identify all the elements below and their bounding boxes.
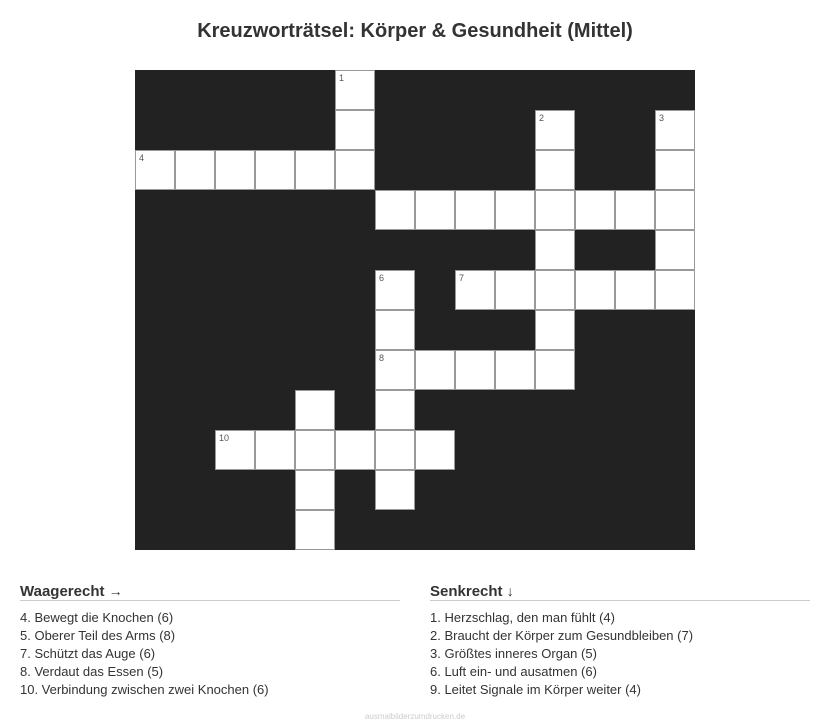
across-clue: 4. Bewegt die Knochen (6) [20, 610, 174, 625]
crossword-cell[interactable] [375, 470, 415, 510]
clue-number: 10 [219, 433, 230, 443]
crossword-cell[interactable] [415, 430, 455, 470]
across-heading-label: Waagerecht [20, 583, 105, 600]
crossword-cell[interactable] [535, 190, 575, 230]
crossword-cell[interactable] [335, 150, 375, 190]
across-clue: 10. Verbindung zwischen zwei Knochen (6) [20, 682, 269, 697]
crossword-cell[interactable] [295, 150, 335, 190]
down-clue-list [430, 609, 810, 699]
across-heading [20, 582, 400, 601]
clue-number: 3 [659, 113, 665, 123]
crossword-cell[interactable] [455, 350, 495, 390]
down-clue: 9. Leitet Signale im Körper weiter (4) [430, 682, 641, 697]
crossword-grid [135, 70, 695, 550]
down-clue: 2. Braucht der Körper zum Gesundbleiben (7) [430, 628, 694, 643]
crossword-cell[interactable] [655, 150, 695, 190]
footer-credit: ausmalbilderzumdrucken.de [364, 712, 466, 721]
crossword-cell[interactable] [135, 150, 175, 190]
across-clue: 5. Oberer Teil des Arms (8) [20, 628, 176, 643]
crossword-cell[interactable] [215, 150, 255, 190]
crossword-cell[interactable] [615, 190, 655, 230]
crossword-cell[interactable] [535, 150, 575, 190]
crossword-cell[interactable] [295, 390, 335, 430]
crossword-cell[interactable] [455, 190, 495, 230]
crossword-cell[interactable] [295, 510, 335, 550]
crossword-cell[interactable] [415, 350, 455, 390]
clue-number: 6 [379, 273, 385, 283]
crossword-cell[interactable] [375, 390, 415, 430]
crossword-cell[interactable] [375, 190, 415, 230]
down-clue: 3. Größtes inneres Organ (5) [430, 646, 597, 661]
crossword-cell[interactable] [535, 310, 575, 350]
down-clue: 6. Luft ein- und ausatmen (6) [430, 664, 597, 679]
down-heading-label: Senkrecht [430, 583, 503, 600]
crossword-cell[interactable] [255, 150, 295, 190]
crossword-cell[interactable] [375, 270, 415, 310]
across-clues [20, 582, 400, 699]
clue-number: 2 [539, 113, 545, 123]
crossword-cell[interactable] [375, 430, 415, 470]
across-clue-list [20, 609, 400, 699]
crossword-cell[interactable] [655, 230, 695, 270]
clue-number: 8 [379, 353, 385, 363]
crossword-cell[interactable] [375, 350, 415, 390]
arrow-down-icon: ↓ [506, 583, 514, 599]
crossword-cell[interactable] [615, 270, 655, 310]
crossword-cell[interactable] [495, 270, 535, 310]
crossword-cell[interactable] [295, 430, 335, 470]
crossword-cell[interactable] [535, 350, 575, 390]
down-clue: 1. Herzschlag, den man fühlt (4) [430, 610, 615, 625]
crossword-cell[interactable] [655, 110, 695, 150]
crossword-cell[interactable] [495, 350, 535, 390]
clue-number: 4 [139, 153, 145, 163]
across-clue: 7. Schützt das Auge (6) [20, 646, 156, 661]
crossword-cell[interactable] [455, 270, 495, 310]
crossword-cell[interactable] [535, 230, 575, 270]
across-clue: 8. Verdaut das Essen (5) [20, 664, 164, 679]
crossword-cell[interactable] [655, 190, 695, 230]
crossword-cell[interactable] [295, 470, 335, 510]
down-heading [430, 582, 810, 601]
crossword-cell[interactable] [575, 190, 615, 230]
crossword-cell[interactable] [215, 430, 255, 470]
arrow-right-icon: → [108, 583, 123, 599]
crossword-cell[interactable] [415, 190, 455, 230]
crossword-cell[interactable] [335, 430, 375, 470]
crossword-cell[interactable] [175, 150, 215, 190]
crossword-cell[interactable] [535, 110, 575, 150]
clue-number: 7 [459, 273, 465, 283]
crossword-cell[interactable] [495, 190, 535, 230]
crossword-cell[interactable] [335, 70, 375, 110]
crossword-cell[interactable] [255, 430, 295, 470]
crossword-cell[interactable] [535, 270, 575, 310]
crossword-cell[interactable] [375, 310, 415, 350]
crossword-cell[interactable] [335, 110, 375, 150]
clue-number: 1 [339, 73, 345, 83]
crossword-cell[interactable] [655, 270, 695, 310]
down-clues [430, 582, 810, 699]
crossword-cell[interactable] [575, 270, 615, 310]
page-title: Kreuzworträtsel: Körper & Gesundheit (Mittel) [197, 20, 633, 42]
